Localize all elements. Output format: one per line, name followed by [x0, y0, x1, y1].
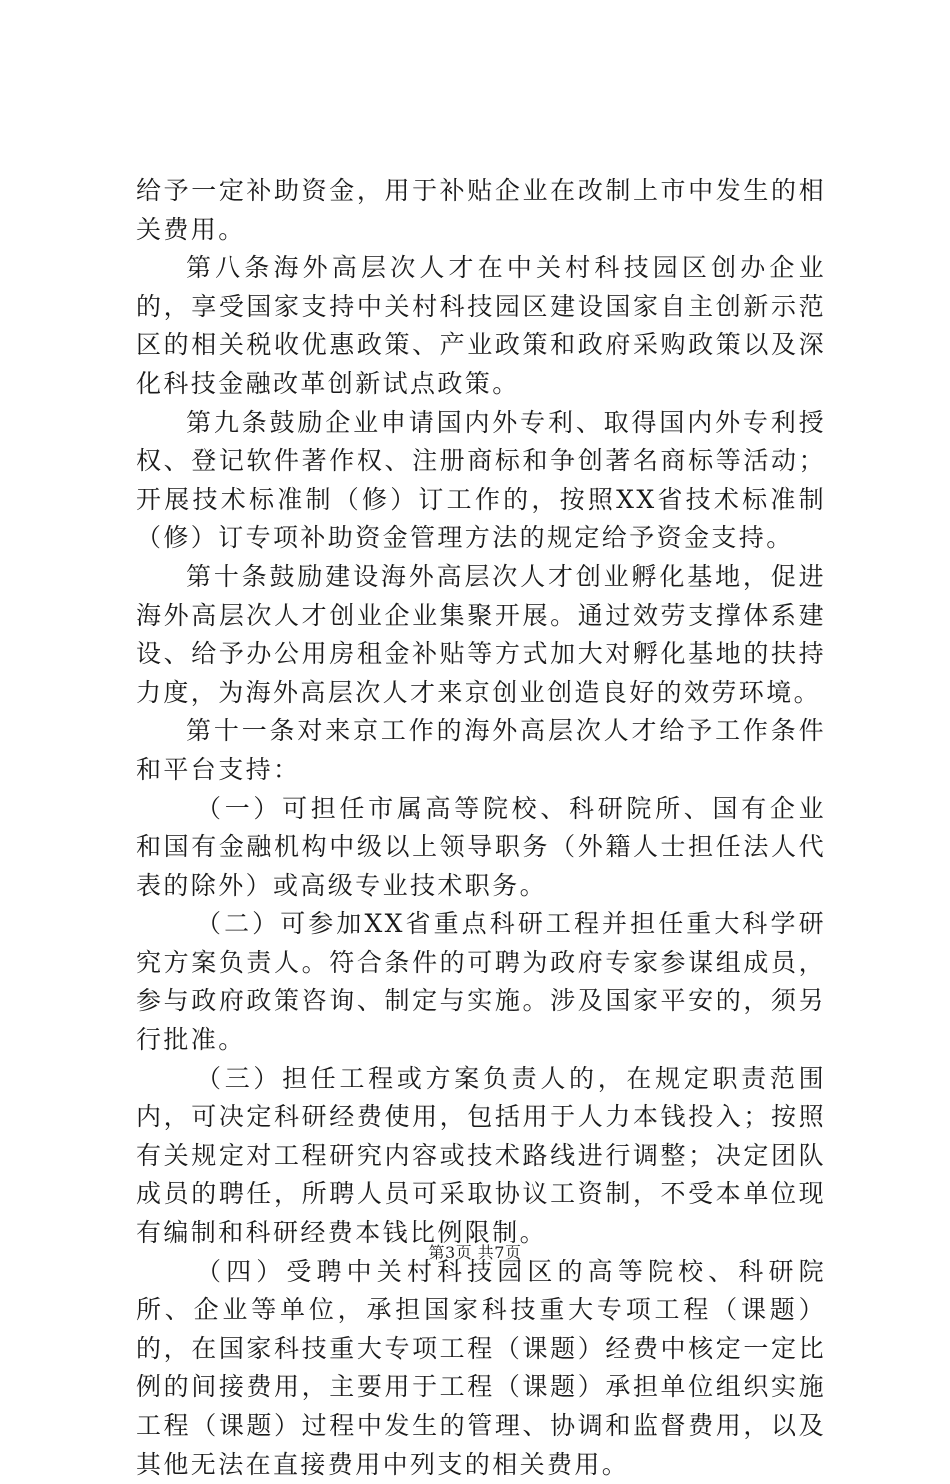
paragraph-continuation: 给予一定补助资金，用于补贴企业在改制上市中发生的相关费用。 — [136, 176, 826, 244]
paragraph-item-3: （三）担任工程或方案负责人的，在规定职责范围内，可决定科研经费使用，包括用于人力本钱投入；按照有关规定对工程研究内容或技术路线进行调整；决定团队成员的聘任，所聘人员可采取协议工资制，不受本单位现有编制和科研经费本钱比例限制。 — [136, 1063, 826, 1248]
paragraph-article-10: 第十条鼓励建设海外高层次人才创业孵化基地，促进海外高层次人才创业企业集聚开展。通过效劳支撑体系建设、给予办公用房租金补贴等方式加大对孵化基地的扶持力度，为海外高层次人才来京创业创造良好的效劳环境。 — [136, 561, 826, 707]
paragraph-article-8: 第八条海外高层次人才在中关村科技园区创办企业的，享受国家支持中关村科技园区建设国家自主创新示范区的相关税收优惠政策、产业政策和政府采购政策以及深化科技金融改革创新试点政策。 — [136, 253, 826, 398]
document-body — [136, 172, 826, 1484]
paragraph-item-2: （二）可参加XX省重点科研工程并担任重大科学研究方案负责人。符合条件的可聘为政府专家参谋组成员，参与政府政策咨询、制定与实施。涉及国家平安的，须另行批准。 — [136, 909, 826, 1055]
page-number-footer: 第3页 共7页 — [428, 1243, 522, 1262]
paragraph-article-11: 第十一条对来京工作的海外高层次人才给予工作条件和平台支持： — [136, 716, 826, 784]
paragraph-item-4: （四）受聘中关村科技园区的高等院校、科研院所、企业等单位，承担国家科技重大专项工程（课题）的，在国家科技重大专项工程（课题）经费中核定一定比例的间接费用，主要用于工程（课题）承担单位组织实施工程（课题）过程中发生的管理、协调和监督费用，以及其他无法在直接费用中列支的相关费用。 — [136, 1256, 826, 1479]
paragraph-article-9: 第九条鼓励企业申请国内外专利、取得国内外专利授权、登记软件著作权、注册商标和争创著名商标等活动；开展技术标准制（修）订工作的，按照XX省技术标准制（修）订专项补助资金管理方法的规定给予资金支持。 — [136, 407, 826, 553]
paragraph-item-1: （一）可担任市属高等院校、科研院所、国有企业和国有金融机构中级以上领导职务（外籍人士担任法人代表的除外）或高级专业技术职务。 — [136, 793, 826, 900]
